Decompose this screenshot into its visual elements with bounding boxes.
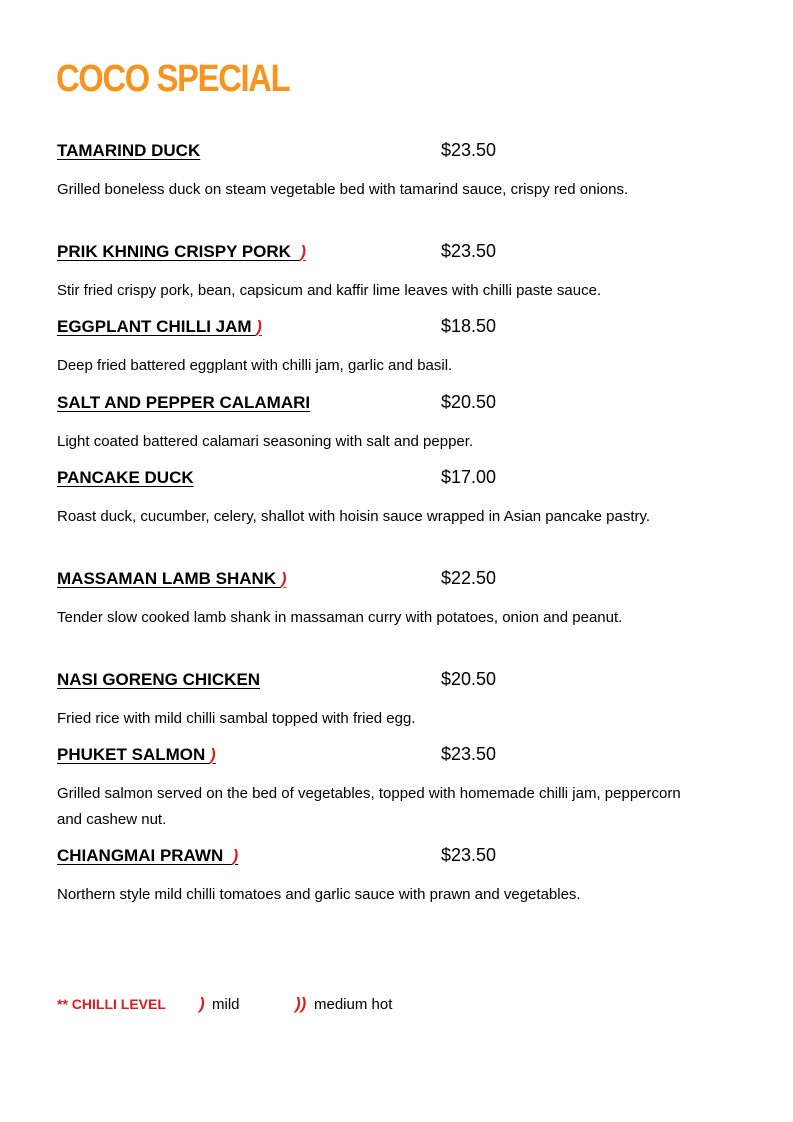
menu-item-header [57,317,707,343]
menu-item-header [57,242,707,268]
menu-item-header [57,141,707,167]
menu-item-description: Deep fried battered eggplant with chilli jam, garlic and basil. [57,357,453,374]
menu-item-name: SALT AND PEPPER CALAMARI [57,393,311,412]
menu-item [57,846,707,908]
menu-item-price: $20.50 [441,392,497,412]
menu-item [57,393,707,455]
chilli-icon: ) [256,317,262,336]
menu-item-header [57,745,707,771]
menu-item-header [57,393,707,419]
menu-item [57,745,707,833]
menu-item-description: Stir fried crispy pork, bean, capsicum and kaffir lime leaves with chilli paste sauce. [57,282,602,299]
menu-item-description: Northern style mild chilli tomatoes and garlic sauce with prawn and vegetables. [57,886,581,903]
menu-item-price: $23.50 [441,744,497,764]
medium-hot-label: medium hot [314,996,393,1013]
menu-item-price: $17.00 [441,467,497,487]
menu-item-description: Grilled salmon served on the bed of vegetables, topped with homemade chilli jam, peppercorn and cashew nut. [57,785,681,828]
menu-item-header [57,846,707,872]
menu-item-price: $23.50 [441,140,497,160]
menu-item [57,468,707,530]
chilli-icon: ) [210,745,216,764]
menu-item-description: Tender slow cooked lamb shank in massaman curry with potatoes, onion and peanut. [57,609,623,626]
menu-item-description: Fried rice with mild chilli sambal topped with fried egg. [57,710,416,727]
mild-label: mild [212,996,240,1013]
chilli-icon: ) [232,846,239,865]
menu-item [57,141,707,203]
menu-item [57,242,707,304]
chilli-icon: ) [280,569,287,588]
menu-item-name: TAMARIND DUCK [57,141,201,160]
menu-item-name: MASSAMAN LAMB SHANK ) [57,569,287,588]
menu-item-description: Grilled boneless duck on steam vegetable bed with tamarind sauce, crispy red onions. [57,181,629,198]
menu-item-name: CHIANGMAI PRAWN ) [57,846,239,865]
menu-item-name: NASI GORENG CHICKEN [57,670,261,689]
page-title: COCO SPECIAL [56,58,290,100]
menu-item-name: PHUKET SALMON ) [57,745,216,764]
menu-item-description: Light coated battered calamari seasoning with salt and pepper. [57,433,474,450]
menu-item-header [57,468,707,494]
medium-hot-chilli-icon: )) [295,994,307,1013]
menu-item-name: EGGPLANT CHILLI JAM ) [57,317,262,336]
menu-item [57,569,707,631]
chilli-icon: ) [300,242,307,261]
menu-item-price: $23.50 [441,241,497,261]
menu-item-header [57,670,707,696]
chilli-level-legend [57,994,457,1018]
mild-chilli-icon: ) [199,994,205,1013]
menu-item-price: $22.50 [441,568,497,588]
menu-item-price: $18.50 [441,316,497,336]
menu-item-header [57,569,707,595]
menu-item [57,670,707,732]
chilli-level-label: ** CHILLI LEVEL [57,996,166,1012]
menu-item-price: $23.50 [441,845,497,865]
menu-item [57,317,707,379]
menu-item-name: PANCAKE DUCK [57,468,194,487]
menu-item-description: Roast duck, cucumber, celery, shallot with hoisin sauce wrapped in Asian pancake pastry. [57,508,651,525]
menu-item-name: PRIK KHNING CRISPY PORK ) [57,242,307,261]
menu-item-price: $20.50 [441,669,497,689]
